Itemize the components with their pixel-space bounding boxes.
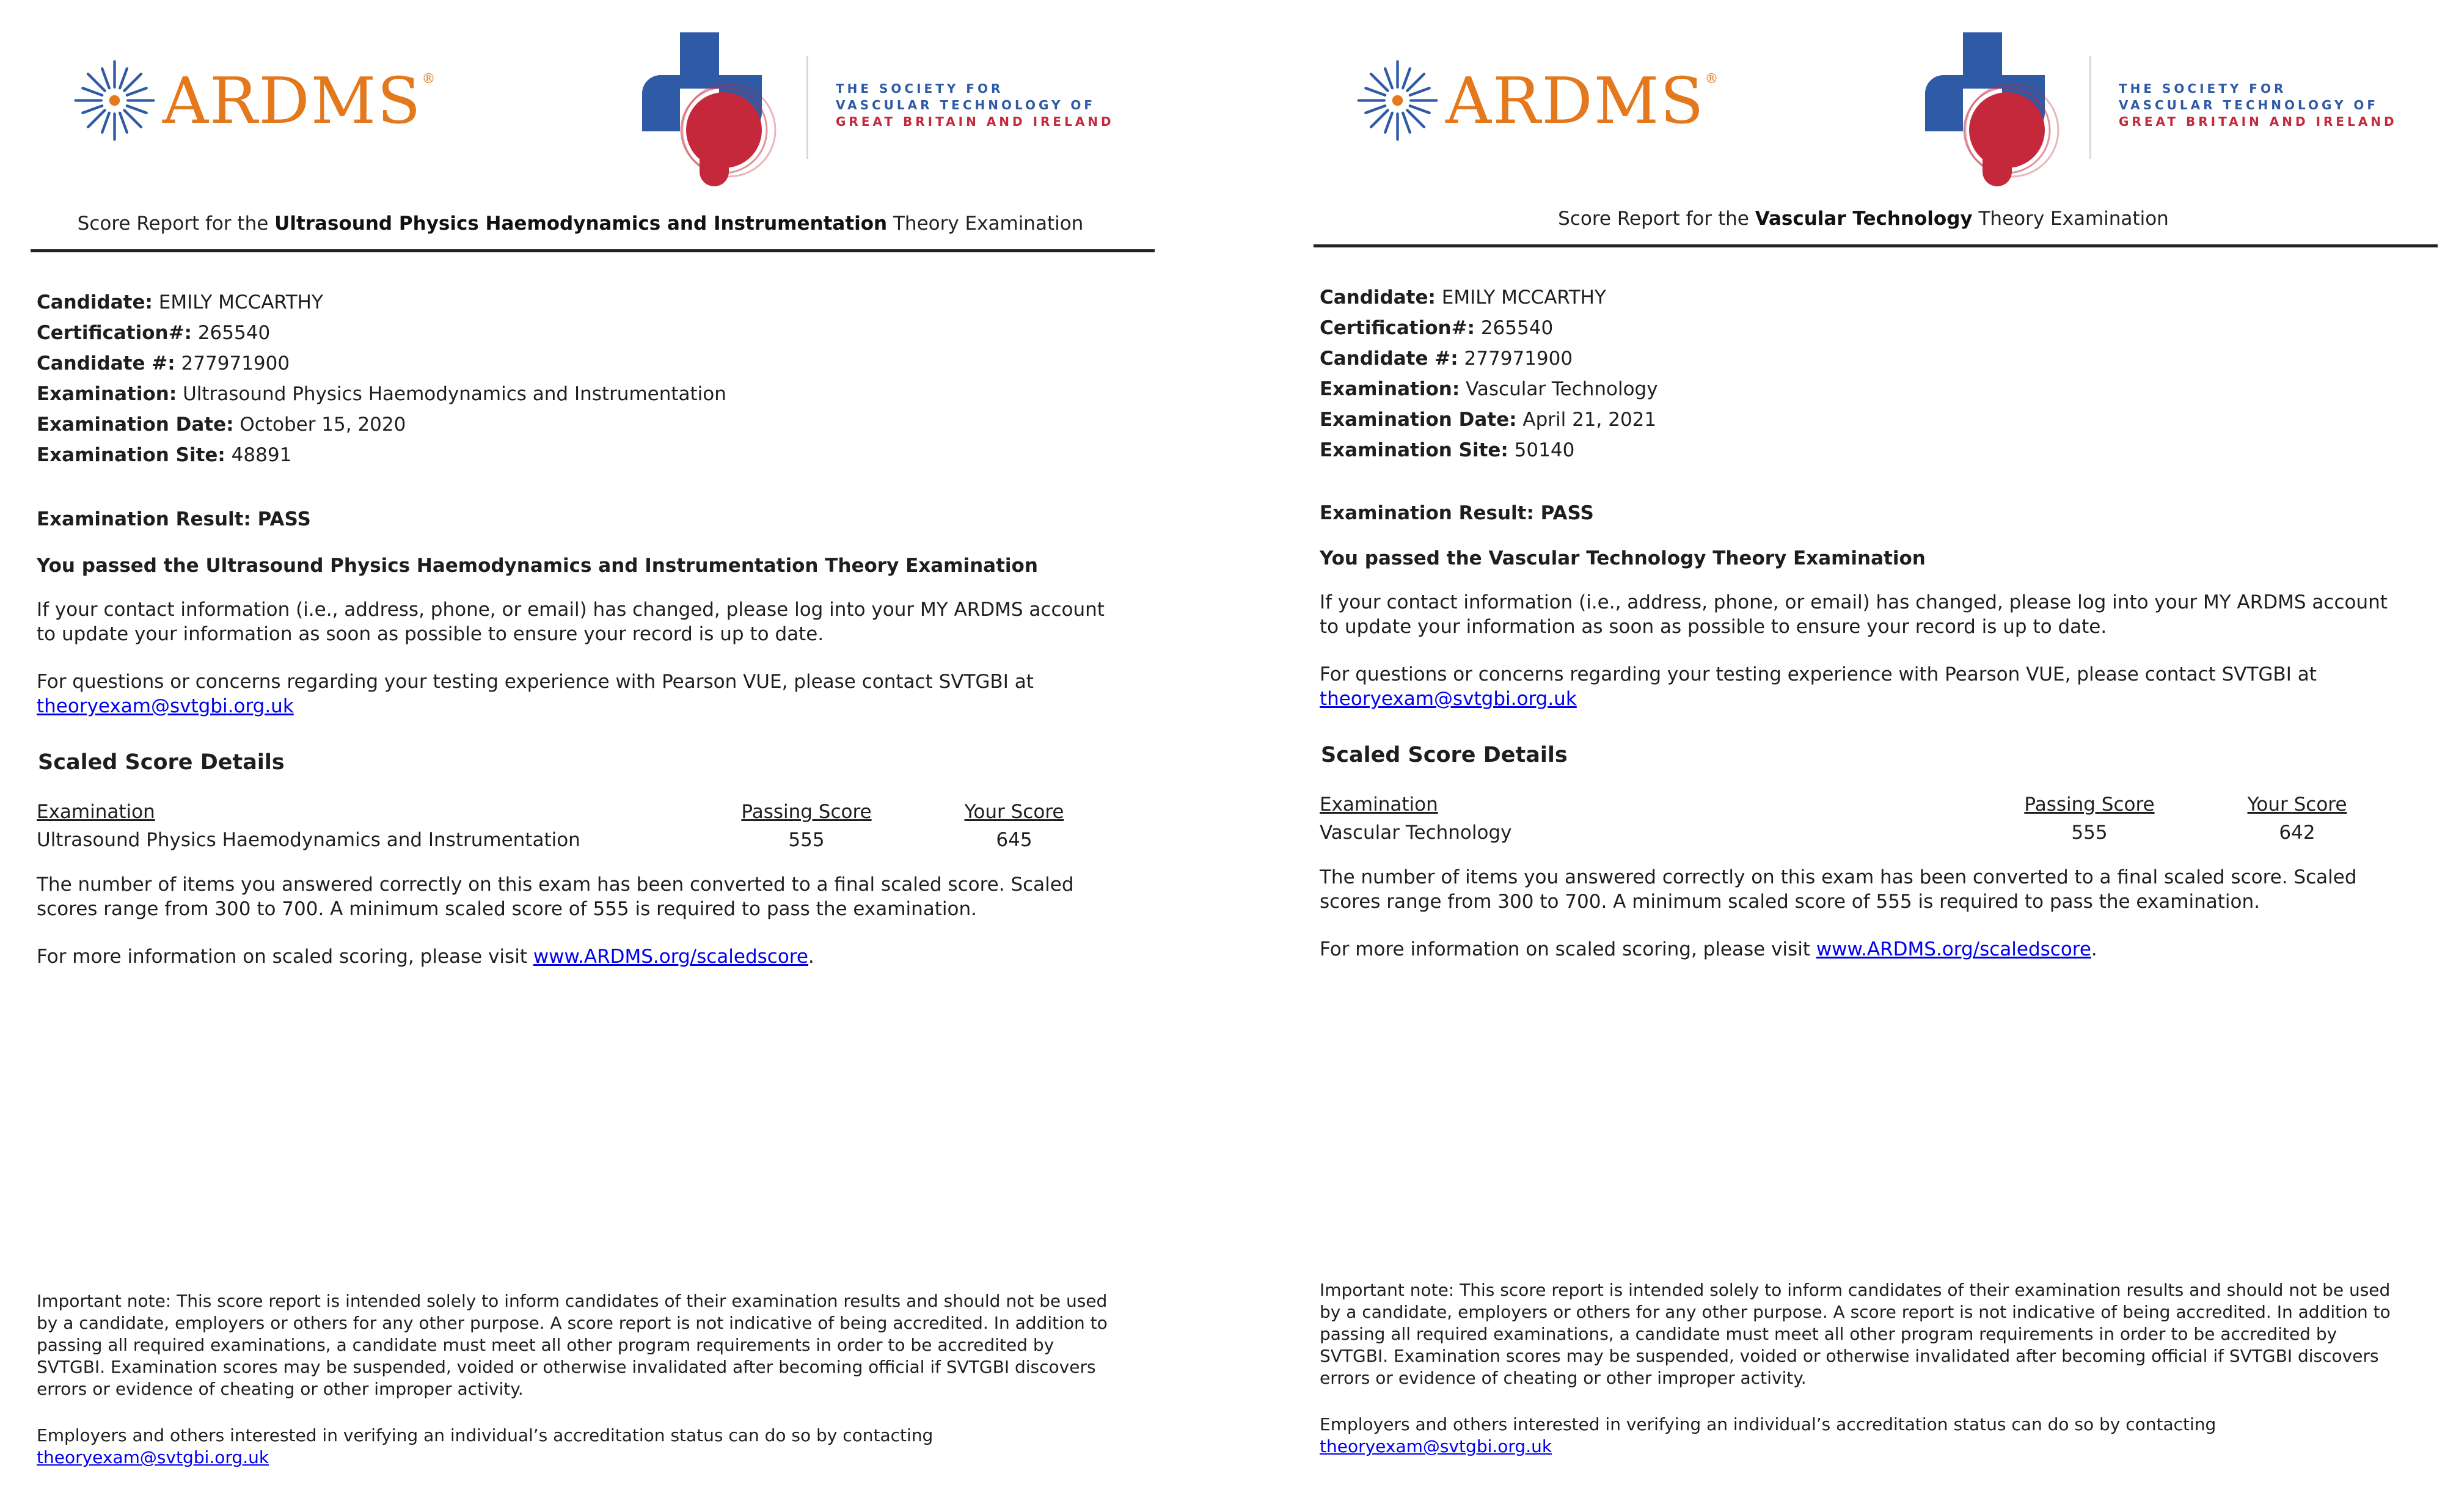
ardms-starburst-icon [1353,56,1442,145]
important-note: Important note: This score report is intended solely to inform candidates of their examination results and should not be used by a candidate, employers or others for any other purpose. A score report is not indicative of being accredited. In addition to passing all required examinations, a candidate must meet all other program requirements in order to be accredited by SVTGBI. Examination scores may be suspended, voided or otherwise invalidated after becoming official if SVTGBI discovers errors or evidence of cheating or other improper activity. [1320,1280,2391,1388]
svtgbi-logo-icon [626,27,785,186]
passed-statement: You passed the Ultrasound Physics Haemodynamics and Instrumentation Theory Examination [37,555,1038,577]
scaled-score-link[interactable]: www.ARDMS.org/scaledscore [1816,938,2091,960]
logo-divider [806,56,808,159]
svtgbi-name: THE SOCIETY FOR VASCULAR TECHNOLOGY OF GREAT BRITAIN AND IRELAND [2119,81,2397,129]
report-title: Score Report for the Vascular Technology Theory Examination [1558,208,2169,230]
score-report-right [1283,0,2445,1512]
scaled-score-heading: Scaled Score Details [1321,743,1568,767]
employers-text: Employers and others interested in verifying an individual’s accreditation status can do so by contacting theoryexam@svtgbi.org.uk [37,1425,1118,1469]
report-title: Score Report for the Ultrasound Physics Haemodynamics and Instrumentation Theory Examination [77,213,1084,235]
score-table-row: Vascular Technology 555 642 [1320,822,2315,844]
candidate-name: Candidate: EMILY MCCARTHY [37,291,323,313]
logo-divider [2089,56,2091,159]
employers-email-link[interactable]: theoryexam@svtgbi.org.uk [1320,1436,1552,1456]
scaled-score-explanation: The number of items you answered correctly on this exam has been converted to a final scaled score. Scaled scores range from 300 to 700. A minimum scaled score of 555 is required to pass the examination. [37,874,1074,920]
svtgbi-logo-icon [1909,27,2068,186]
more-info-text: For more information on scaled scoring, please visit www.ARDMS.org/scaledscore. [1320,938,2097,960]
contact-info-text: If your contact information (i.e., address, phone, or email) has changed, please log into your MY ARDMS account to update your information as soon as possible to ensure your record is up to date. [1320,591,2388,638]
examination-date: Examination Date: October 15, 2020 [37,414,406,436]
title-divider [1314,244,2438,247]
candidate-name: Candidate: EMILY MCCARTHY [1320,287,1606,309]
candidate-number: Candidate #: 277971900 [37,352,290,374]
questions-text: For questions or concerns regarding your testing experience with Pearson VUE, please contact SVTGBI at theoryexam@svtgbi.org.uk [37,670,1118,718]
scaled-score-explanation: The number of items you answered correctly on this exam has been converted to a final scaled score. Scaled scores range from 300 to 700. A minimum scaled score of 555 is required to pass the examination. [1320,866,2357,913]
contact-info-text: If your contact information (i.e., address, phone, or email) has changed, please log into your MY ARDMS account to update your information as soon as possible to ensure your record is up to date. [37,599,1105,645]
important-note: Important note: This score report is intended solely to inform candidates of their examination results and should not be used by a candidate, employers or others for any other purpose. A score report is not indicative of being accredited. In addition to passing all required examinations, a candidate must meet all other program requirements in order to be accredited by SVTGBI. Examination scores may be suspended, voided or otherwise invalidated after becoming official if SVTGBI discovers errors or evidence of cheating or other improper activity. [37,1291,1108,1399]
employers-email-link[interactable]: theoryexam@svtgbi.org.uk [37,1447,269,1467]
scaled-score-heading: Scaled Score Details [38,750,285,775]
ardms-wordmark: ARDMS® [1445,63,1720,138]
score-table [37,798,1094,854]
score-report-left [0,0,1222,1512]
employers-text: Employers and others interested in verifying an individual’s accreditation status can do so by contacting theoryexam@svtgbi.org.uk [1320,1414,2401,1458]
passed-statement: You passed the Vascular Technology Theory Examination [1320,547,1926,569]
score-table-header: Examination Passing Score Your Score [37,801,1064,823]
score-table-row: Ultrasound Physics Haemodynamics and Instrumentation 555 645 [37,829,1032,851]
ardms-wordmark: ARDMS® [163,63,437,138]
examination-result: Examination Result: PASS [37,508,311,530]
questions-email-link[interactable]: theoryexam@svtgbi.org.uk [37,695,294,717]
certification-number: Certification#: 265540 [1320,317,1554,339]
examination-name: Examination: Ultrasound Physics Haemodynamics and Instrumentation [37,383,726,405]
certification-number: Certification#: 265540 [37,322,271,344]
svtgbi-name: THE SOCIETY FOR VASCULAR TECHNOLOGY OF GREAT BRITAIN AND IRELAND [836,81,1114,129]
questions-text: For questions or concerns regarding your testing experience with Pearson VUE, please contact SVTGBI at theoryexam@svtgbi.org.uk [1320,662,2401,711]
examination-site: Examination Site: 50140 [1320,439,1575,461]
examination-site: Examination Site: 48891 [37,444,292,466]
examination-result: Examination Result: PASS [1320,502,1594,524]
examination-name: Examination: Vascular Technology [1320,378,1658,400]
scaled-score-link[interactable]: www.ARDMS.org/scaledscore [533,946,808,968]
candidate-details [37,287,1136,470]
title-divider [31,249,1155,252]
more-info-text: For more information on scaled scoring, please visit www.ARDMS.org/scaledscore. [37,946,814,968]
candidate-number: Candidate #: 277971900 [1320,348,1573,370]
ardms-logo [1353,56,1720,145]
score-table-header: Examination Passing Score Your Score [1320,794,2347,816]
questions-email-link[interactable]: theoryexam@svtgbi.org.uk [1320,688,1577,710]
ardms-starburst-icon [70,56,159,145]
candidate-details [1320,282,2419,466]
score-table [1320,791,2377,847]
ardms-logo [70,56,437,145]
examination-date: Examination Date: April 21, 2021 [1320,409,1657,431]
